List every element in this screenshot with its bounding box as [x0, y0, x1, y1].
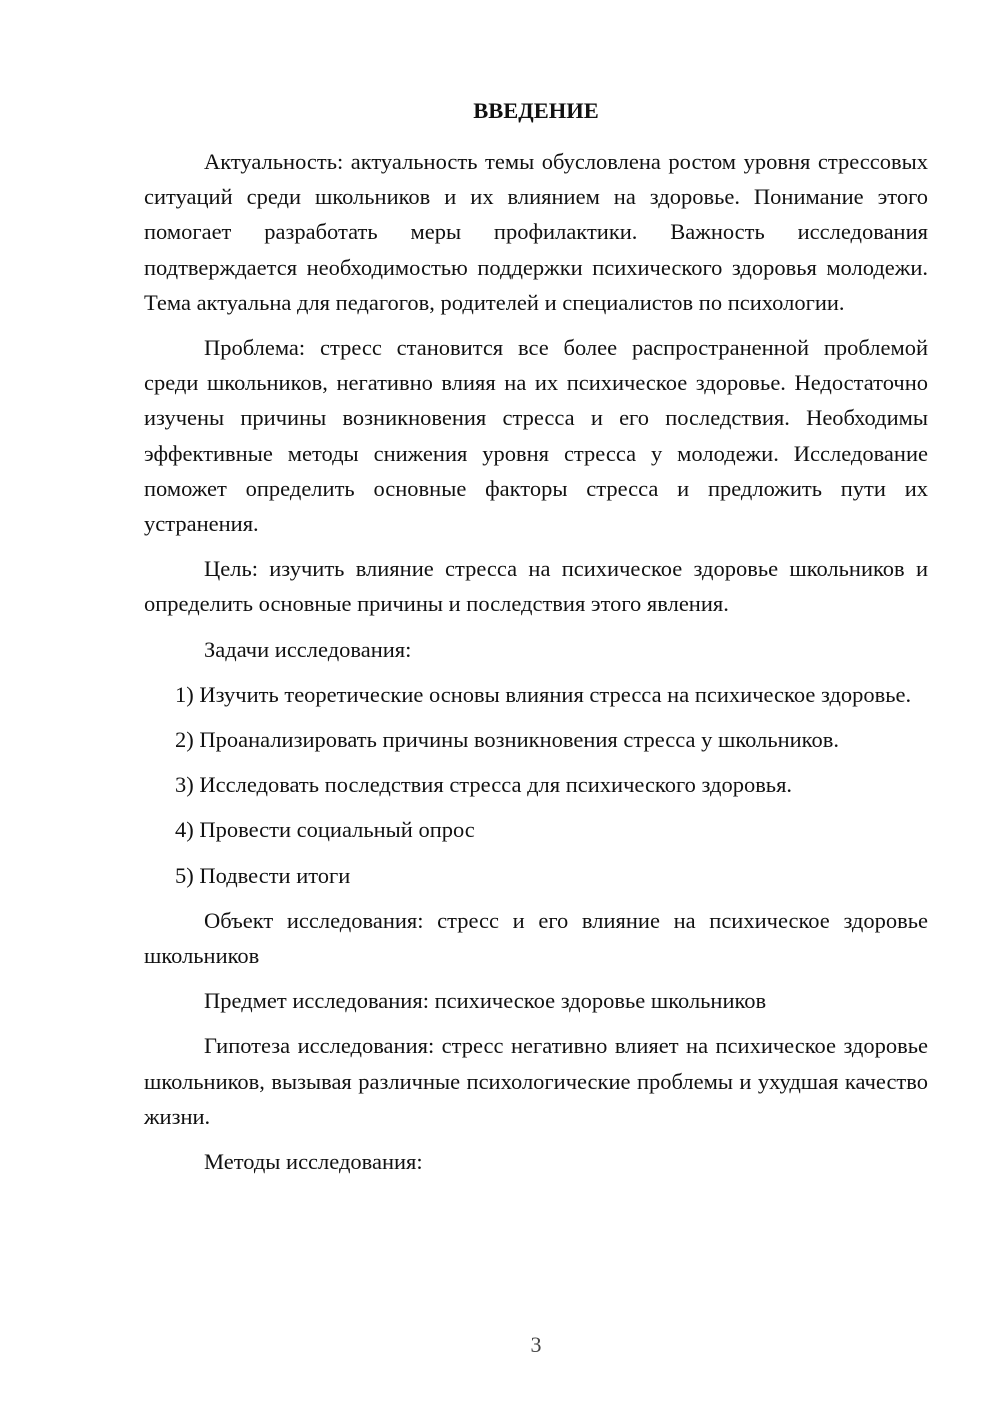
problem-paragraph: Проблема: стресс становится все более распространенной проблемой среди школьников, негативно влияя на их психическое здоровье. Недостаточно изучены причины возникновения стресса и его последствия. Необходимы эффективные методы снижения уровня стресса у молодежи. Исследование поможет определить основные факторы стресса и предложить пути их устранения.	[144, 335, 928, 537]
section-title: ВВЕДЕНИЕ	[473, 98, 599, 123]
hypothesis-paragraph: Гипотеза исследования: стресс негативно влияет на психическое здоровье школьников, вызывая различные психологические проблемы и ухудшая качество жизни.	[144, 1033, 928, 1129]
subject-paragraph: Предмет исследования: психическое здоровье школьников	[204, 988, 767, 1014]
task-item-5: 5) Подвести итоги	[175, 862, 351, 888]
task-item-3: 3) Исследовать последствия стресса для психического здоровья.	[175, 772, 793, 798]
task-item-2: 2) Проанализировать причины возникновения стресса у школьников.	[175, 727, 839, 753]
task-item-1: 1) Изучить теоретические основы влияния стресса на психическое здоровье.	[175, 681, 912, 707]
object-paragraph: Объект исследования: стресс и его влияние на психическое здоровье школьников	[144, 907, 928, 969]
goal-paragraph: Цель: изучить влияние стресса на психическое здоровье школьников и определить основные причины и последствия этого явления.	[144, 556, 928, 617]
document-page	[144, 92, 928, 1189]
tasks-heading: Задачи исследования:	[204, 636, 412, 662]
methods-heading: Методы исследования:	[204, 1149, 423, 1175]
relevance-paragraph: Актуальность: актуальность темы обусловлена ростом уровня стрессовых ситуаций среди школьников и их влиянием на здоровье. Понимание этого помогает разработать меры профилактики. Важность исследования подтверждается необходимостью поддержки психического здоровья молодежи. Тема актуальна для педагогов, родителей и специалистов по психологии.	[144, 149, 928, 315]
task-item-4: 4) Провести социальный опрос	[175, 817, 475, 843]
page-number: 3	[530, 1332, 542, 1357]
